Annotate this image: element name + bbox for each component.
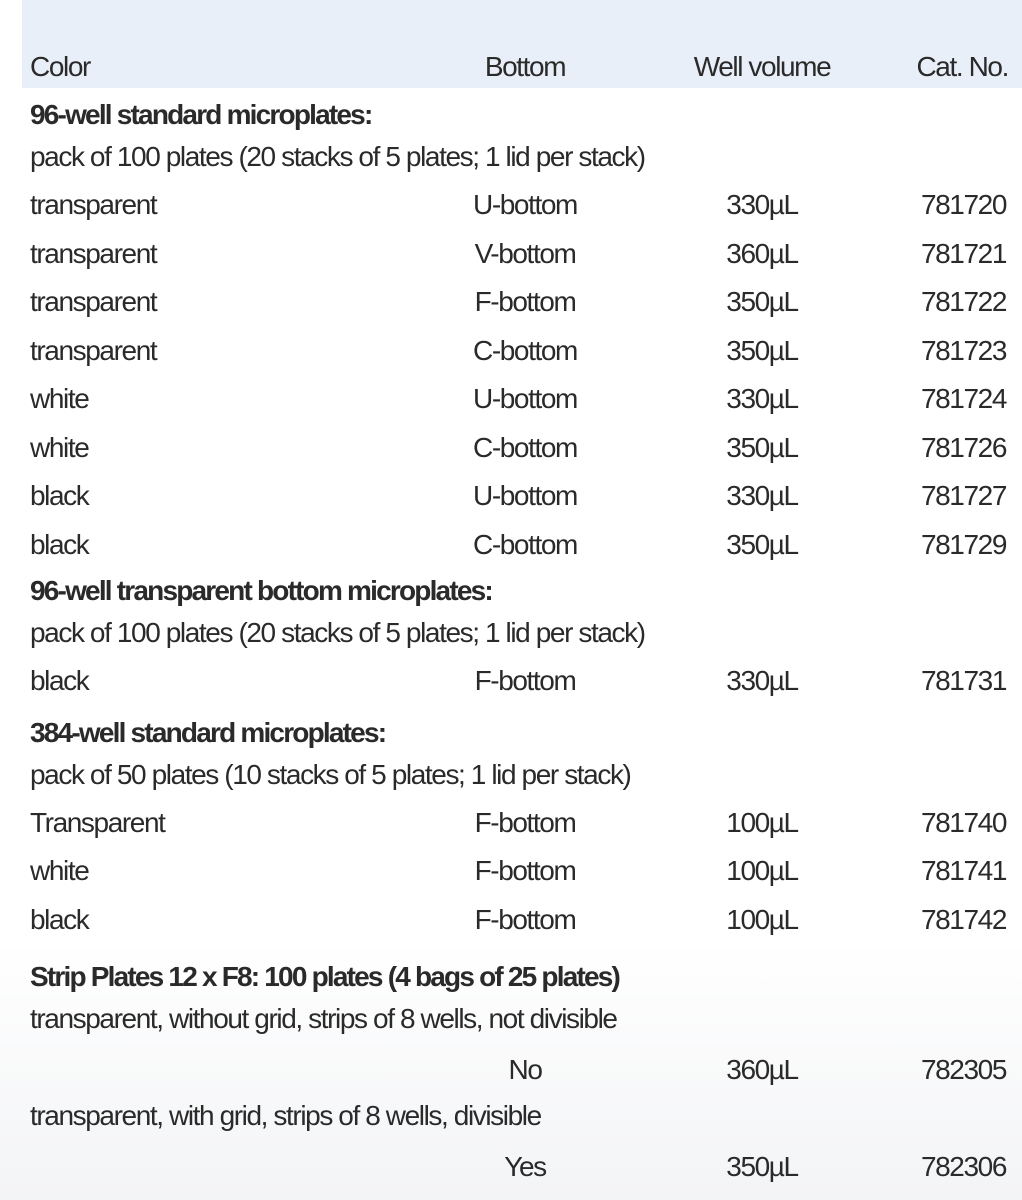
table-row xyxy=(0,472,1022,521)
cell-well-volume: 360µL xyxy=(726,237,798,269)
cell-cat-no: 781740 xyxy=(920,806,1006,838)
cell-color: black xyxy=(30,480,89,511)
section-subtitle: pack of 50 plates (10 stacks of 5 plates; 1 lid per stack) xyxy=(30,758,631,790)
cell-bottom: U-bottom xyxy=(473,383,577,414)
table-row xyxy=(0,230,1022,279)
table-row xyxy=(0,424,1022,473)
cell-well-volume: 100µL xyxy=(726,806,798,838)
cell-color: Transparent xyxy=(30,806,165,838)
table-row xyxy=(0,657,1022,706)
cell-bottom: U-bottom xyxy=(473,480,577,511)
header-bottom: Bottom xyxy=(484,51,566,82)
cell-well-volume: 100µL xyxy=(726,903,798,935)
cell-cat-no: 782305 xyxy=(920,1054,1006,1085)
table-row xyxy=(0,799,1022,848)
section-title: 96-well standard microplates: xyxy=(30,99,372,130)
cell-bottom: C-bottom xyxy=(473,528,577,560)
cell-cat-no: 781742 xyxy=(920,903,1006,935)
table-row xyxy=(0,847,1022,896)
table-row xyxy=(0,278,1022,327)
cell-color: white xyxy=(30,855,89,886)
cell-well-volume: 360µL xyxy=(726,1054,798,1085)
cell-color: black xyxy=(30,665,89,696)
cell-cat-no: 781721 xyxy=(920,237,1006,269)
strip-plates-section xyxy=(0,956,1022,1191)
cell-bottom: F-bottom xyxy=(474,665,576,696)
cell-bottom: V-bottom xyxy=(474,237,576,269)
cell-color: transparent xyxy=(30,334,157,366)
cell-color: transparent xyxy=(30,189,157,220)
cell-well-volume: 350µL xyxy=(726,1150,798,1182)
cell-well-volume: 330µL xyxy=(726,383,798,414)
cell-bottom: C-bottom xyxy=(473,334,577,366)
table-row xyxy=(0,327,1022,376)
section-title: Strip Plates 12 x F8: 100 plates (4 bags of 25 plates) xyxy=(30,961,620,992)
table-row xyxy=(0,521,1022,570)
cell-color: white xyxy=(30,383,89,414)
cell-cat-no: 782306 xyxy=(920,1150,1006,1182)
cell-bottom: F-bottom xyxy=(474,903,576,935)
cell-color: white xyxy=(30,431,89,463)
cell-bottom: C-bottom xyxy=(473,431,577,463)
cell-bottom: Yes xyxy=(504,1150,546,1182)
cell-bottom: F-bottom xyxy=(474,806,576,838)
cell-well-volume: 330µL xyxy=(726,189,798,220)
table-header xyxy=(0,46,1022,88)
table-row xyxy=(0,1143,1022,1192)
section-subtitle: pack of 100 plates (20 stacks of 5 plates; 1 lid per stack) xyxy=(30,617,645,648)
cell-well-volume: 100µL xyxy=(726,855,798,886)
cell-well-volume: 350µL xyxy=(726,431,798,463)
product-section xyxy=(0,712,1022,945)
item-description: transparent, with grid, strips of 8 wells, divisible xyxy=(30,1099,541,1131)
cell-cat-no: 781720 xyxy=(920,189,1006,220)
header-well-volume: Well volume xyxy=(693,51,831,82)
cell-color: black xyxy=(30,528,89,560)
product-table xyxy=(0,88,1022,1191)
table-row xyxy=(0,181,1022,230)
cell-color: transparent xyxy=(30,237,157,269)
cell-bottom: No xyxy=(508,1054,542,1085)
cell-cat-no: 781731 xyxy=(920,665,1006,696)
cell-cat-no: 781722 xyxy=(920,286,1006,317)
table-row xyxy=(0,896,1022,945)
cell-bottom: F-bottom xyxy=(474,855,576,886)
table-row xyxy=(0,1046,1022,1095)
header-color: Color xyxy=(30,51,90,82)
cell-well-volume: 350µL xyxy=(726,528,798,560)
item-description: transparent, without grid, strips of 8 wells, not divisible xyxy=(30,1003,617,1034)
cell-color: black xyxy=(30,903,89,935)
table-row xyxy=(0,375,1022,424)
section-subtitle: pack of 100 plates (20 stacks of 5 plates; 1 lid per stack) xyxy=(30,141,645,172)
header-cat-no: Cat. No. xyxy=(916,51,1008,82)
cell-well-volume: 330µL xyxy=(726,480,798,511)
cell-bottom: F-bottom xyxy=(474,286,576,317)
cell-color: transparent xyxy=(30,286,157,317)
cell-bottom: U-bottom xyxy=(473,189,577,220)
cell-cat-no: 781741 xyxy=(920,855,1006,886)
cell-well-volume: 350µL xyxy=(726,334,798,366)
cell-cat-no: 781726 xyxy=(920,431,1006,463)
product-section xyxy=(0,570,1022,706)
cell-cat-no: 781724 xyxy=(920,383,1006,414)
cell-cat-no: 781723 xyxy=(920,334,1006,366)
cell-cat-no: 781729 xyxy=(920,528,1006,560)
section-title: 96-well transparent bottom microplates: xyxy=(30,575,492,606)
cell-well-volume: 330µL xyxy=(726,665,798,696)
section-title: 384-well standard microplates: xyxy=(30,716,386,748)
cell-cat-no: 781727 xyxy=(920,480,1006,511)
cell-well-volume: 350µL xyxy=(726,286,798,317)
product-section xyxy=(0,94,1022,569)
